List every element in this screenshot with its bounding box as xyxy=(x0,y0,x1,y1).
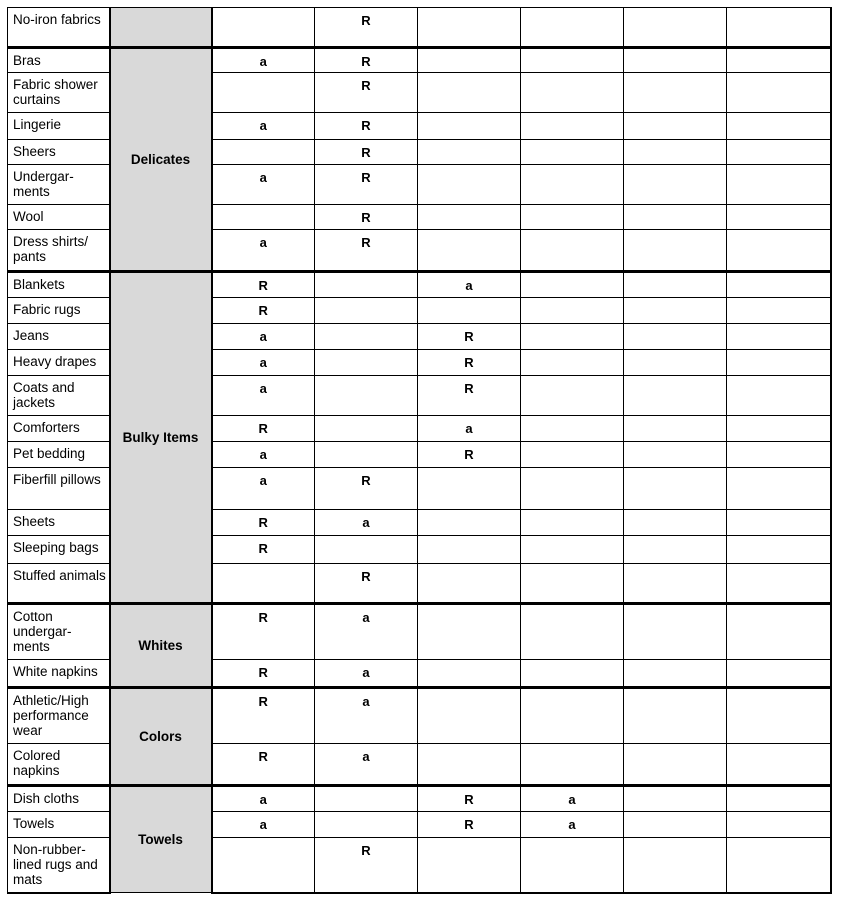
setting-mark xyxy=(727,838,831,893)
setting-mark xyxy=(521,564,624,604)
setting-mark: R xyxy=(315,113,418,140)
setting-mark xyxy=(624,510,727,536)
setting-mark: R xyxy=(418,786,521,812)
item-fabric-rugs: Fabric rugs xyxy=(8,298,110,324)
item-sheers: Sheers xyxy=(8,140,110,165)
item-pet-bedding: Pet bedding xyxy=(8,442,110,468)
table-row xyxy=(8,604,831,660)
setting-mark xyxy=(727,140,831,165)
setting-mark xyxy=(315,812,418,838)
setting-mark xyxy=(418,298,521,324)
item-coats-and-jackets: Coats and jackets xyxy=(8,376,110,416)
setting-mark xyxy=(418,165,521,205)
item-blankets: Blankets xyxy=(8,272,110,298)
setting-mark xyxy=(624,165,727,205)
setting-mark xyxy=(418,744,521,786)
setting-mark xyxy=(315,442,418,468)
setting-mark xyxy=(212,73,315,113)
setting-mark xyxy=(521,688,624,744)
setting-mark: a xyxy=(315,660,418,688)
setting-mark xyxy=(727,510,831,536)
setting-mark xyxy=(624,272,727,298)
setting-mark: R xyxy=(315,838,418,893)
setting-mark xyxy=(212,838,315,893)
setting-mark xyxy=(212,140,315,165)
setting-mark xyxy=(727,272,831,298)
item-athletic-high-performance-wear: Athletic/High performance wear xyxy=(8,688,110,744)
item-wool: Wool xyxy=(8,205,110,230)
item-fiberfill-pillows: Fiberfill pillows xyxy=(8,468,110,510)
setting-mark xyxy=(315,298,418,324)
item-stuffed-animals: Stuffed animals xyxy=(8,564,110,604)
setting-mark: R xyxy=(315,73,418,113)
setting-mark: a xyxy=(212,376,315,416)
setting-mark xyxy=(315,272,418,298)
setting-mark: a xyxy=(212,468,315,510)
setting-mark xyxy=(624,744,727,786)
setting-mark: a xyxy=(315,688,418,744)
setting-mark xyxy=(727,48,831,73)
setting-mark xyxy=(418,510,521,536)
item-white-napkins: White napkins xyxy=(8,660,110,688)
setting-mark: a xyxy=(212,812,315,838)
table-row xyxy=(8,786,831,812)
laundry-cycle-table-wrapper xyxy=(7,7,830,894)
category-blank xyxy=(110,8,212,48)
setting-mark: a xyxy=(521,812,624,838)
setting-mark xyxy=(624,660,727,688)
setting-mark xyxy=(727,205,831,230)
setting-mark xyxy=(521,8,624,48)
setting-mark xyxy=(624,205,727,230)
setting-mark: a xyxy=(212,113,315,140)
item-sleeping-bags: Sleeping bags xyxy=(8,536,110,564)
setting-mark xyxy=(418,838,521,893)
setting-mark: R xyxy=(212,536,315,564)
setting-mark: R xyxy=(212,744,315,786)
setting-mark xyxy=(727,324,831,350)
setting-mark xyxy=(624,416,727,442)
setting-mark xyxy=(418,604,521,660)
setting-mark xyxy=(521,744,624,786)
setting-mark: R xyxy=(418,812,521,838)
setting-mark xyxy=(521,324,624,350)
setting-mark xyxy=(624,442,727,468)
setting-mark xyxy=(418,688,521,744)
setting-mark xyxy=(521,376,624,416)
item-jeans: Jeans xyxy=(8,324,110,350)
setting-mark xyxy=(727,536,831,564)
setting-mark: a xyxy=(212,165,315,205)
table-row xyxy=(8,8,831,48)
setting-mark xyxy=(521,838,624,893)
setting-mark xyxy=(521,604,624,660)
setting-mark xyxy=(727,298,831,324)
setting-mark xyxy=(727,468,831,510)
setting-mark: R xyxy=(212,272,315,298)
setting-mark: a xyxy=(418,416,521,442)
setting-mark xyxy=(521,272,624,298)
setting-mark: a xyxy=(521,786,624,812)
setting-mark xyxy=(212,564,315,604)
setting-mark: R xyxy=(315,564,418,604)
setting-mark: a xyxy=(212,324,315,350)
category-towels: Towels xyxy=(110,786,212,893)
item-lingerie: Lingerie xyxy=(8,113,110,140)
setting-mark: R xyxy=(315,8,418,48)
category-colors: Colors xyxy=(110,688,212,786)
setting-mark xyxy=(727,165,831,205)
category-bulky-items: Bulky Items xyxy=(110,272,212,604)
item-no-iron-fabrics: No-iron fabrics xyxy=(8,8,110,48)
setting-mark xyxy=(315,416,418,442)
setting-mark: R xyxy=(212,688,315,744)
table-row xyxy=(8,272,831,298)
setting-mark xyxy=(521,468,624,510)
setting-mark: R xyxy=(418,442,521,468)
item-colored-napkins: Colored napkins xyxy=(8,744,110,786)
setting-mark xyxy=(418,8,521,48)
setting-mark xyxy=(521,165,624,205)
setting-mark xyxy=(624,536,727,564)
setting-mark xyxy=(315,376,418,416)
item-non-rubber-lined-rugs-and-mats: Non-rubber-lined rugs and mats xyxy=(8,838,110,893)
table-row xyxy=(8,688,831,744)
item-dress-shirts-pants: Dress shirts/ pants xyxy=(8,230,110,272)
setting-mark xyxy=(521,48,624,73)
setting-mark: a xyxy=(212,350,315,376)
setting-mark xyxy=(624,468,727,510)
setting-mark xyxy=(624,812,727,838)
setting-mark xyxy=(418,564,521,604)
setting-mark xyxy=(727,113,831,140)
setting-mark xyxy=(727,688,831,744)
setting-mark xyxy=(624,324,727,350)
setting-mark xyxy=(418,140,521,165)
setting-mark xyxy=(727,376,831,416)
setting-mark xyxy=(315,786,418,812)
setting-mark xyxy=(521,416,624,442)
setting-mark xyxy=(624,298,727,324)
setting-mark xyxy=(624,8,727,48)
setting-mark: R xyxy=(418,324,521,350)
setting-mark xyxy=(727,786,831,812)
setting-mark: a xyxy=(315,604,418,660)
setting-mark xyxy=(727,744,831,786)
setting-mark: R xyxy=(212,416,315,442)
table-row xyxy=(8,48,831,73)
setting-mark xyxy=(727,350,831,376)
setting-mark: R xyxy=(212,298,315,324)
setting-mark: a xyxy=(212,230,315,272)
setting-mark xyxy=(727,416,831,442)
setting-mark xyxy=(315,350,418,376)
setting-mark: R xyxy=(315,140,418,165)
setting-mark xyxy=(624,113,727,140)
setting-mark xyxy=(624,350,727,376)
setting-mark xyxy=(624,73,727,113)
item-cotton-undergar-ments: Cotton undergar- ments xyxy=(8,604,110,660)
setting-mark xyxy=(418,205,521,230)
category-whites: Whites xyxy=(110,604,212,688)
setting-mark xyxy=(521,660,624,688)
item-bras: Bras xyxy=(8,48,110,73)
setting-mark xyxy=(624,688,727,744)
item-heavy-drapes: Heavy drapes xyxy=(8,350,110,376)
item-comforters: Comforters xyxy=(8,416,110,442)
setting-mark: R xyxy=(315,205,418,230)
setting-mark xyxy=(418,73,521,113)
setting-mark xyxy=(418,468,521,510)
setting-mark xyxy=(727,660,831,688)
setting-mark xyxy=(418,536,521,564)
setting-mark xyxy=(727,812,831,838)
setting-mark xyxy=(521,350,624,376)
table-body xyxy=(8,8,831,893)
setting-mark xyxy=(212,205,315,230)
setting-mark xyxy=(521,298,624,324)
setting-mark xyxy=(315,324,418,350)
setting-mark xyxy=(521,73,624,113)
setting-mark xyxy=(727,8,831,48)
setting-mark xyxy=(624,564,727,604)
setting-mark: R xyxy=(315,48,418,73)
item-dish-cloths: Dish cloths xyxy=(8,786,110,812)
setting-mark xyxy=(624,376,727,416)
setting-mark: a xyxy=(418,272,521,298)
item-undergar-ments: Undergar- ments xyxy=(8,165,110,205)
item-fabric-shower-curtains: Fabric shower curtains xyxy=(8,73,110,113)
item-sheets: Sheets xyxy=(8,510,110,536)
setting-mark xyxy=(418,230,521,272)
setting-mark: R xyxy=(212,510,315,536)
setting-mark xyxy=(521,230,624,272)
setting-mark xyxy=(521,442,624,468)
setting-mark xyxy=(418,48,521,73)
setting-mark: a xyxy=(212,786,315,812)
setting-mark xyxy=(727,230,831,272)
setting-mark: R xyxy=(315,230,418,272)
setting-mark xyxy=(521,113,624,140)
setting-mark xyxy=(521,205,624,230)
setting-mark xyxy=(418,113,521,140)
setting-mark xyxy=(624,838,727,893)
setting-mark xyxy=(521,140,624,165)
setting-mark: R xyxy=(418,350,521,376)
setting-mark xyxy=(624,140,727,165)
category-delicates: Delicates xyxy=(110,48,212,272)
setting-mark xyxy=(624,48,727,73)
laundry-cycle-table xyxy=(7,7,832,894)
setting-mark xyxy=(727,442,831,468)
setting-mark: R xyxy=(315,468,418,510)
setting-mark: R xyxy=(212,604,315,660)
setting-mark xyxy=(418,660,521,688)
setting-mark xyxy=(624,230,727,272)
setting-mark xyxy=(727,73,831,113)
setting-mark xyxy=(315,536,418,564)
setting-mark: R xyxy=(315,165,418,205)
setting-mark: a xyxy=(212,442,315,468)
setting-mark xyxy=(212,8,315,48)
setting-mark xyxy=(727,564,831,604)
setting-mark xyxy=(521,536,624,564)
setting-mark: a xyxy=(315,744,418,786)
setting-mark: R xyxy=(418,376,521,416)
setting-mark xyxy=(727,604,831,660)
setting-mark xyxy=(624,786,727,812)
item-towels: Towels xyxy=(8,812,110,838)
setting-mark: R xyxy=(212,660,315,688)
setting-mark xyxy=(624,604,727,660)
setting-mark: a xyxy=(212,48,315,73)
setting-mark xyxy=(521,510,624,536)
setting-mark: a xyxy=(315,510,418,536)
